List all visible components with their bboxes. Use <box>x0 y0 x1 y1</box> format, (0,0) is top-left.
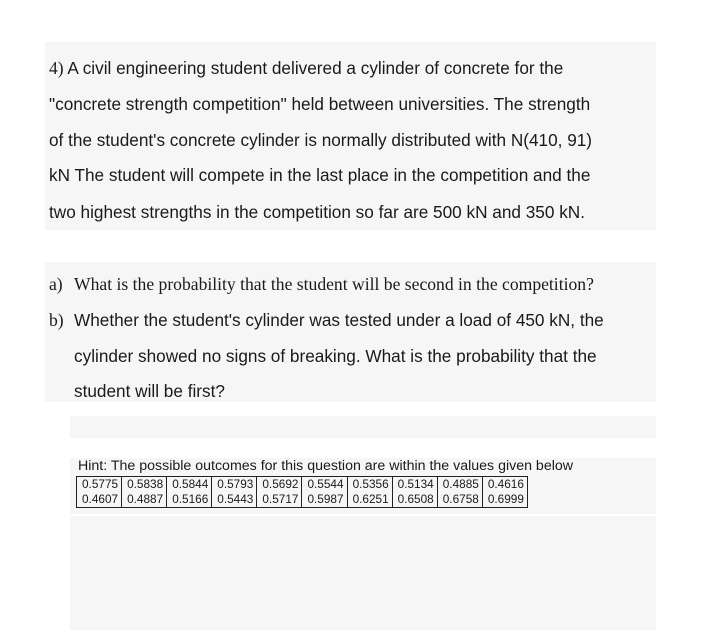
part-b-marker: b) <box>49 310 64 330</box>
table-cell: 0.5692 <box>257 477 302 493</box>
values-table <box>76 476 528 508</box>
table-cell: 0.4887 <box>122 492 167 508</box>
question-line-3: of the student's concrete cylinder is normally distributed with N(410, 91) <box>49 130 593 150</box>
table-cell: 0.5443 <box>212 492 257 508</box>
part-b-line-1 <box>49 309 604 331</box>
table-cell: 0.5717 <box>257 492 302 508</box>
table-cell: 0.5544 <box>302 477 347 493</box>
table-cell: 0.5166 <box>167 492 212 508</box>
hint-text: Hint: The possible outcomes for this question are within the values given below <box>78 458 573 474</box>
question-block <box>45 42 656 230</box>
question-number: 4) <box>49 58 64 78</box>
table-row <box>77 477 528 493</box>
question-line-5: two highest strengths in the competition so far are 500 kN and 350 kN. <box>49 202 585 222</box>
question-text-line: A civil engineering student delivered a cylinder of concrete for the <box>67 58 564 78</box>
part-a-marker: a) <box>49 274 63 294</box>
part-a <box>49 273 594 295</box>
table-row <box>77 492 528 508</box>
table-cell: 0.5134 <box>392 477 437 493</box>
table-cell: 0.5844 <box>167 477 212 493</box>
question-line-1 <box>49 57 563 79</box>
table-cell: 0.6508 <box>392 492 437 508</box>
table-cell: 0.5838 <box>122 477 167 493</box>
table-cell: 0.6251 <box>347 492 392 508</box>
table-cell: 0.5793 <box>212 477 257 493</box>
table-cell: 0.6999 <box>482 492 527 508</box>
part-b-line-3: student will be first? <box>74 381 225 401</box>
hint-block <box>70 458 656 514</box>
question-line-2: "concrete strength competition" held between universities. The strength <box>49 94 591 114</box>
part-a-text: What is the probability that the student will be second in the competition? <box>74 274 594 294</box>
table-cell: 0.4885 <box>437 477 482 493</box>
question-line-4: kN The student will compete in the last place in the competition and the <box>49 165 591 185</box>
blank-strip <box>70 416 656 438</box>
table-cell: 0.4616 <box>482 477 527 493</box>
table-cell: 0.5987 <box>302 492 347 508</box>
table-cell: 0.5775 <box>77 477 122 493</box>
part-b-line-2: cylinder showed no signs of breaking. What is the probability that the <box>74 346 597 366</box>
blank-answer-area <box>70 516 656 630</box>
table-cell: 0.4607 <box>77 492 122 508</box>
parts-block <box>45 262 656 402</box>
part-b-text: Whether the student's cylinder was tested under a load of 450 kN, the <box>74 310 604 330</box>
table-cell: 0.5356 <box>347 477 392 493</box>
table-cell: 0.6758 <box>437 492 482 508</box>
